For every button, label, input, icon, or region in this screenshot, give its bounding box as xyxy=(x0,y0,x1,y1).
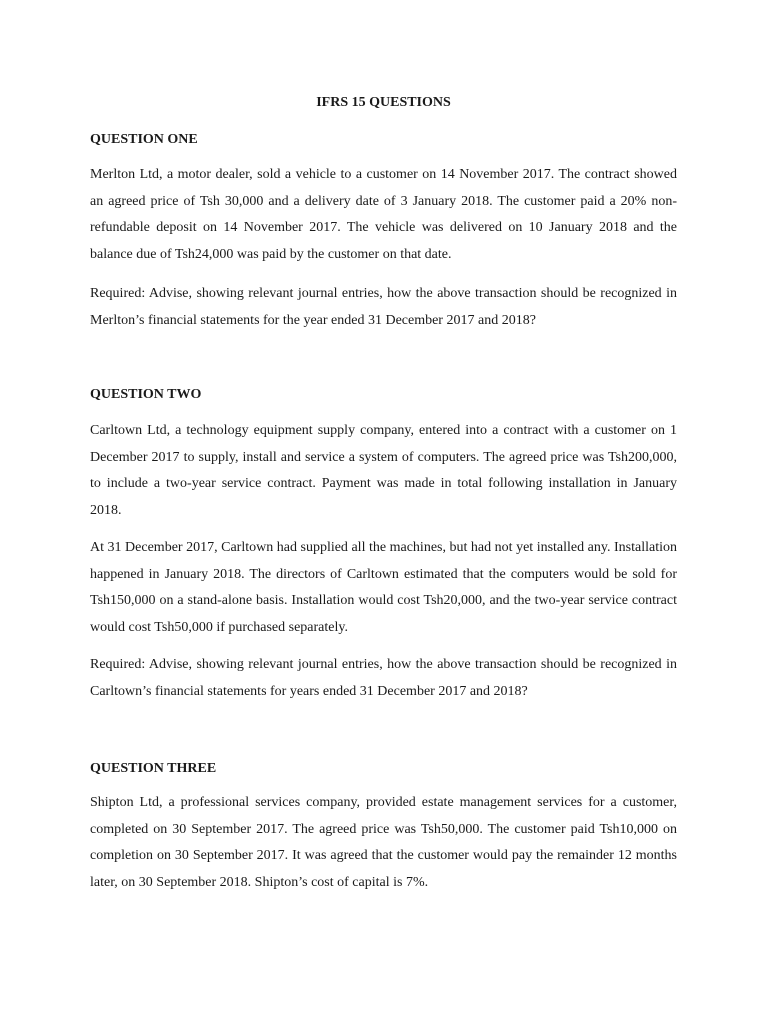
question-two-requirement: Required: Advise, showing relevant journal entries, how the above transaction should be recognized in Carltown’s financial statements for years ended 31 December 2017 and 2018? xyxy=(90,657,677,699)
question-one-scenario: Merlton Ltd, a motor dealer, sold a vehicle to a customer on 14 November 2017. The contract showed an agreed price of Tsh 30,000 and a delivery date of 3 January 2018. The customer paid a 20% non-refundable deposit on 14 November 2017. The vehicle was delivered on 10 January 2018 and the balance due of Tsh24,000 was paid by the customer on that date. xyxy=(90,167,677,262)
question-two-details: At 31 December 2017, Carltown had supplied all the machines, but had not yet installed any. Installation happened in January 2018. The directors of Carltown estimated that the computers would be sold for Tsh150,000 on a stand-alone basis. Installation would cost Tsh20,000, and the two-year service contract would cost Tsh50,000 if purchased separately. xyxy=(90,540,677,635)
question-two-heading: QUESTION TWO xyxy=(90,387,202,402)
question-three-scenario: Shipton Ltd, a professional services company, provided estate management services for a customer, completed on 30 September 2017. The agreed price was Tsh50,000. The customer paid Tsh10,000 on completion on 30 September 2017. It was agreed that the customer would pay the remainder 12 months later, on 30 September 2018. Shipton’s cost of capital is 7%. xyxy=(90,795,677,890)
question-one-requirement: Required: Advise, showing relevant journal entries, how the above transaction should be recognized in Merlton’s financial statements for the year ended 31 December 2017 and 2018? xyxy=(90,286,677,328)
question-one-heading: QUESTION ONE xyxy=(90,132,198,147)
question-three-heading: QUESTION THREE xyxy=(90,761,217,776)
document-title: IFRS 15 QUESTIONS xyxy=(316,95,451,110)
question-two-scenario: Carltown Ltd, a technology equipment supply company, entered into a contract with a customer on 1 December 2017 to supply, install and service a system of computers. The agreed price was Tsh200,000, to include a two-year service contract. Payment was made in total following installation in January 2018. xyxy=(90,423,677,518)
